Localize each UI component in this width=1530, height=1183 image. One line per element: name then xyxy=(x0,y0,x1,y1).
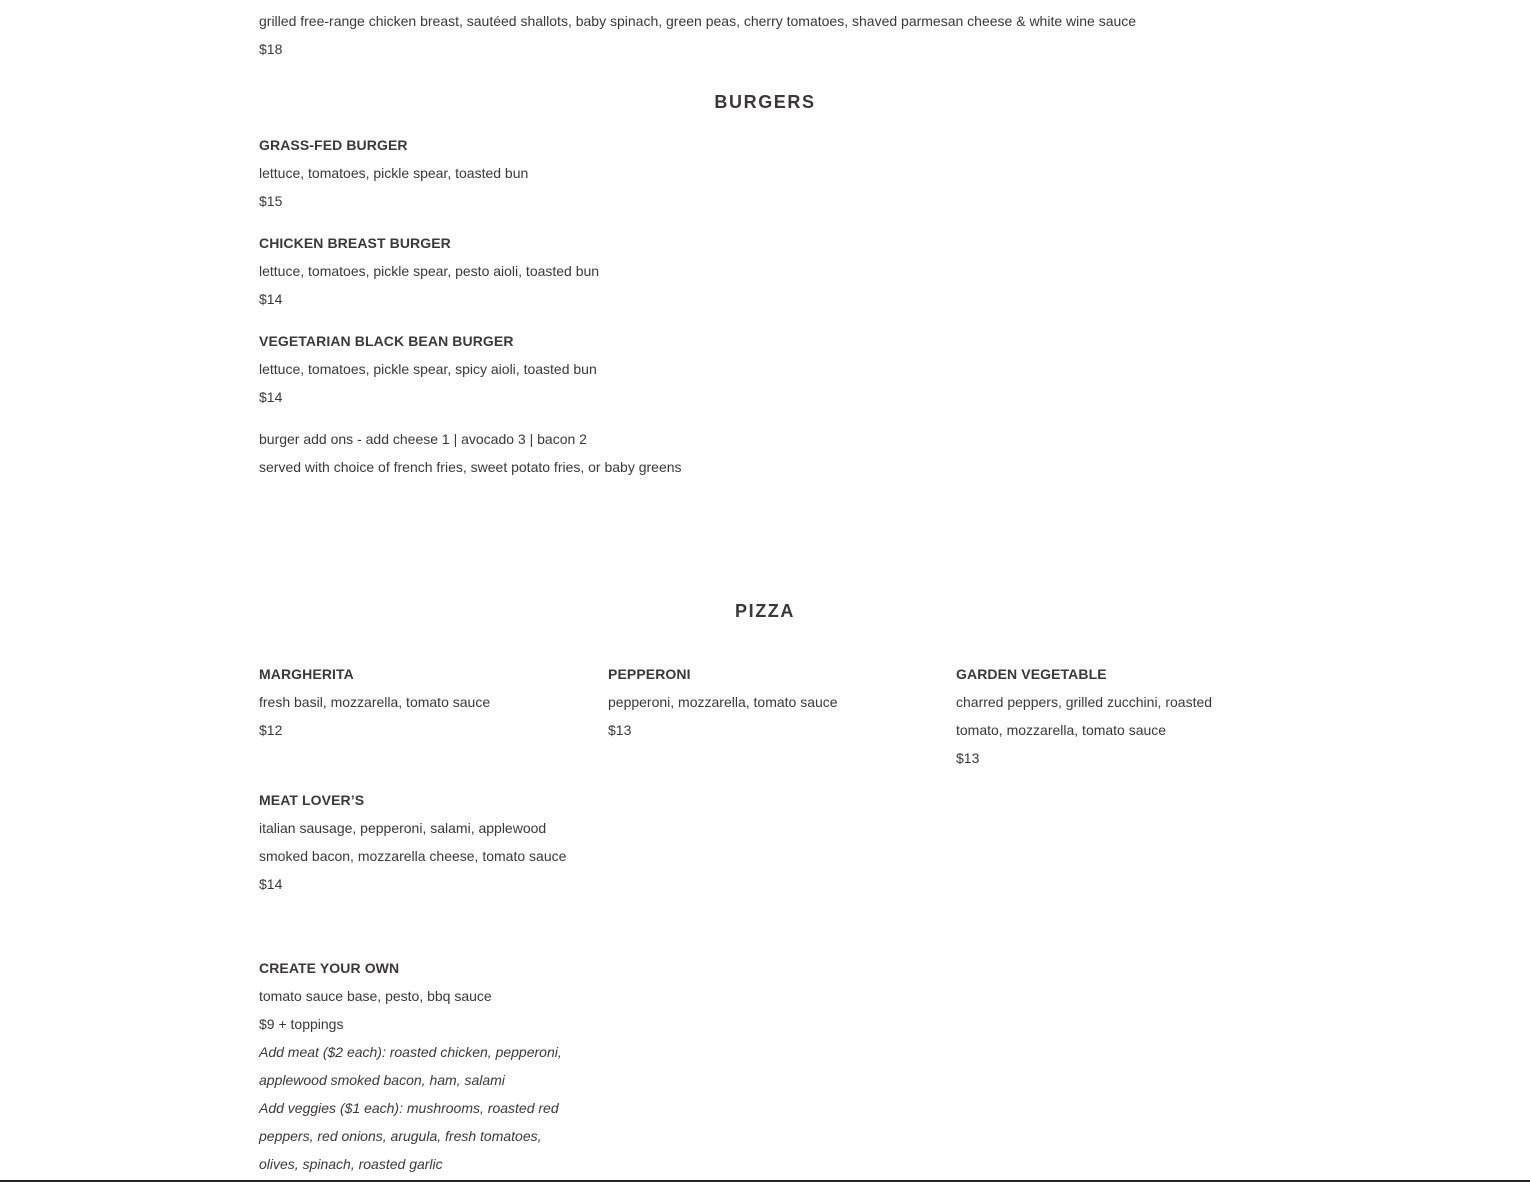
menu-item xyxy=(956,660,1286,772)
item-price: $13 xyxy=(608,722,632,738)
bottom-divider xyxy=(0,1180,1530,1182)
item-name: MARGHERITA xyxy=(259,666,354,682)
item-price: $15 xyxy=(259,193,283,209)
item-price: $14 xyxy=(259,389,283,405)
burger-sides-note: served with choice of french fries, sweet potato fries, or baby greens xyxy=(259,459,682,475)
item-name: GARDEN VEGETABLE xyxy=(956,666,1107,682)
burger-notes xyxy=(259,425,682,481)
item-name: PEPPERONI xyxy=(608,666,691,682)
item-description-line: charred peppers, grilled zucchini, roasted xyxy=(956,694,1213,710)
item-price: $14 xyxy=(259,291,283,307)
top-item-description: grilled free-range chicken breast, sautéed shallots, baby spinach, green peas, cherry tomatoes, shaved parmesan cheese & white wine sauce xyxy=(259,13,1137,29)
item-description: lettuce, tomatoes, pickle spear, toasted bun xyxy=(259,165,529,181)
create-your-own-item xyxy=(259,954,599,1178)
item-description: lettuce, tomatoes, pickle spear, pesto aioli, toasted bun xyxy=(259,263,600,279)
item-description-line: smoked bacon, mozzarella cheese, tomato sauce xyxy=(259,848,567,864)
item-description: pepperoni, mozzarella, tomato sauce xyxy=(608,694,838,710)
item-name: GRASS-FED BURGER xyxy=(259,137,408,153)
menu-item xyxy=(259,786,589,898)
item-description-line: italian sausage, pepperoni, salami, applewood xyxy=(259,820,547,836)
meat-toppings-line: applewood smoked bacon, ham, salami xyxy=(259,1072,505,1088)
menu-item xyxy=(259,660,589,744)
item-price: $12 xyxy=(259,722,283,738)
meat-toppings-line: Add meat ($2 each): roasted chicken, pepperoni, xyxy=(259,1044,562,1060)
veggie-toppings-line: Add veggies ($1 each): mushrooms, roasted red xyxy=(259,1100,559,1116)
section-title-burgers: BURGERS xyxy=(714,92,816,112)
item-name: MEAT LOVER’S xyxy=(259,792,365,808)
menu-item xyxy=(259,327,597,411)
item-name: CHICKEN BREAST BURGER xyxy=(259,235,451,251)
top-item-price: $18 xyxy=(259,41,283,57)
menu-item xyxy=(259,229,599,313)
veggie-toppings-line: olives, spinach, roasted garlic xyxy=(259,1156,443,1172)
item-price: $14 xyxy=(259,876,283,892)
item-price: $9 + toppings xyxy=(259,1016,344,1032)
item-name: CREATE YOUR OWN xyxy=(259,960,400,976)
item-price: $13 xyxy=(956,750,980,766)
item-description-line: tomato, mozzarella, tomato sauce xyxy=(956,722,1167,738)
item-name: VEGETARIAN BLACK BEAN BURGER xyxy=(259,333,514,349)
veggie-toppings-line: peppers, red onions, arugula, fresh tomatoes, xyxy=(259,1128,542,1144)
item-description: tomato sauce base, pesto, bbq sauce xyxy=(259,988,492,1004)
section-title-pizza: PIZZA xyxy=(735,601,795,621)
menu-item xyxy=(608,660,938,744)
menu-item xyxy=(259,131,528,215)
burger-addons-note: burger add ons - add cheese 1 | avocado 3 | bacon 2 xyxy=(259,431,587,447)
item-description: lettuce, tomatoes, pickle spear, spicy aioli, toasted bun xyxy=(259,361,597,377)
item-description: fresh basil, mozzarella, tomato sauce xyxy=(259,694,491,710)
